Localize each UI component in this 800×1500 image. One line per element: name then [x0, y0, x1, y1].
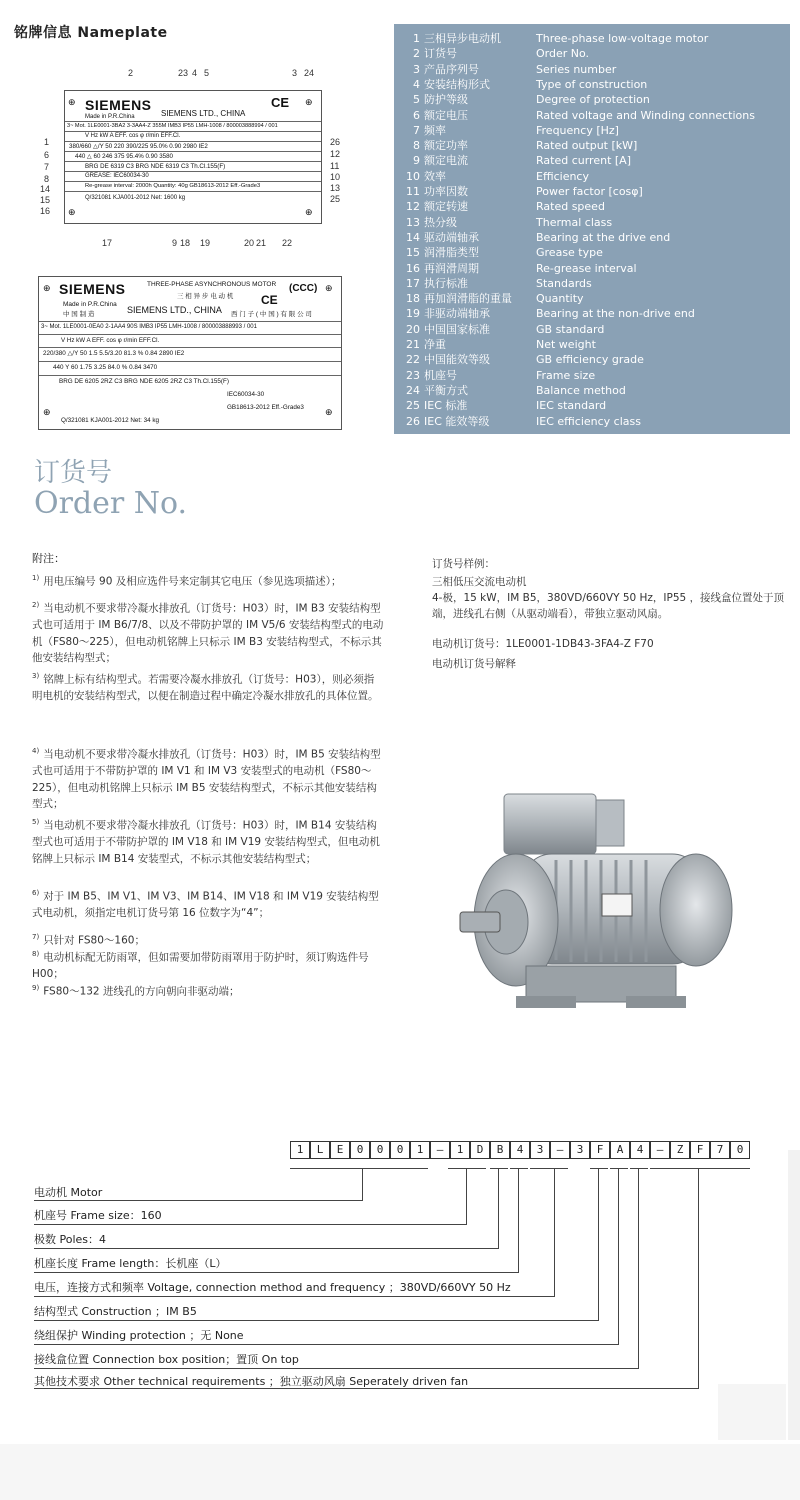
plate2-row-standard: Q/321081 KJA001-2012 Net: 34 kg	[61, 417, 160, 424]
callout-11: 11	[330, 161, 340, 171]
legend-item: 3 产品序列号 Series number	[413, 62, 617, 76]
note-item: $^{7)}$ 只针对 FS80～160；	[32, 933, 145, 947]
legend-item: 21 净重 Net weight	[406, 338, 596, 351]
plate2-row-gb: GB18613-2012 Eff.-Grade3	[227, 404, 304, 411]
nameplate-legend-panel	[394, 24, 790, 434]
plate2-row-iec: IEC60034-30	[227, 391, 265, 398]
legend-item: 7 频率 Frequency [Hz]	[413, 123, 619, 137]
code-char: 0	[390, 1141, 410, 1159]
code-underline	[610, 1168, 628, 1169]
code-char: –	[430, 1141, 450, 1159]
connector-line	[638, 1168, 639, 1369]
code-char: Z	[670, 1141, 690, 1159]
legend-item: 12 额定转速 Rated speed	[406, 200, 605, 214]
callout-12: 12	[330, 149, 341, 159]
plate2-made-in: Made in P.R.China	[63, 301, 117, 308]
connector-line	[498, 1168, 499, 1249]
edge-bar	[788, 1150, 800, 1440]
code-char: 1	[450, 1141, 470, 1159]
code-char: L	[310, 1141, 330, 1159]
code-underline	[510, 1168, 528, 1169]
sample-line1: 三相低压交流电动机	[432, 576, 527, 588]
plate1-row-regrease: Re-grease interval: 2000h Quantity: 40g GB18613-2012 Eff.-Grade3	[85, 183, 261, 189]
plate1-row-2: 440 △ 60 246 375 95.4% 0.90 3580	[75, 153, 173, 160]
plate2-row-bearing: BRG DE 6205 2RZ C3 BRG NDE 6205 2RZ C3 Th.Cl.155(F)	[59, 378, 229, 385]
code-char: –	[650, 1141, 670, 1159]
plate1-row-mot: 3~ Mot. 1LE0001-3BA2 3-3AA4-Z 355M IMB3 IP55 LMH-1008 / 800003888994 / 001	[67, 123, 278, 129]
legend-item: 15 润滑脂类型 Grease type	[406, 246, 603, 260]
sample-title: 订货号样例：	[432, 558, 495, 570]
code-char: 3	[530, 1141, 550, 1159]
legend-item: 20 中国国家标准 GB standard	[406, 322, 605, 336]
callout-25: 25	[330, 194, 341, 204]
plate2-motor-type: THREE-PHASE ASYNCHRONOUS MOTOR	[147, 281, 277, 288]
order-label-connection-box: 接线盒位置 Connection box position；置顶 On top	[34, 1353, 299, 1366]
legend-item: 13 热分级 Thermal class	[406, 215, 613, 229]
nameplate-1	[64, 90, 322, 224]
connector-line	[34, 1200, 363, 1201]
code-underline	[448, 1168, 486, 1169]
sample-explain: 电动机订货号解释	[432, 658, 516, 670]
callout-14: 14	[40, 184, 51, 194]
code-char: 0	[730, 1141, 750, 1159]
notes-title: 附注：	[32, 552, 65, 565]
callout-26: 26	[330, 137, 341, 147]
callout-7: 7	[44, 162, 50, 172]
code-char: 1	[290, 1141, 310, 1159]
callout-22: 22	[282, 238, 293, 248]
callout-20: 20	[244, 238, 255, 248]
connector-line	[466, 1168, 467, 1225]
legend-item: 8 额定功率 Rated output [kW]	[413, 139, 638, 153]
code-char: E	[330, 1141, 350, 1159]
order-label-other-requirements: 其他技术要求 Other technical requirements ；独立驱动风扇 Seperately driven fan	[34, 1375, 469, 1388]
note-item: $^{5)}$ 当电动机不要求带冷凝水排放孔（订货号：H03）时，IM B14 安装结构型式也可适用于不带防护罩的 IM V18 和 IM V19 安装结构型式，但电动机铭牌上只标示 IM B14 安装型式，不标示其他安装结构型式；	[32, 818, 380, 865]
plate1-row-standard: Q/321081 KJA001-2012 Net: 1600 kg	[85, 195, 186, 201]
legend-item: 14 驱动端轴承 Bearing at the drive end	[406, 230, 671, 244]
plate1-row-bearing: BRG DE 6319 C3 BRG NDE 6319 C3 Th.Cl.155(F)	[85, 163, 226, 170]
legend-item: 10 效率 Efficiency	[406, 169, 589, 183]
ce-mark-icon: CE	[261, 293, 278, 307]
code-char: 4	[630, 1141, 650, 1159]
plate2-company-cn: 西 门 子 ( 中 国 ) 有 限 公 司	[231, 311, 312, 318]
order-label-frame-size: 机座号 Frame size：160	[34, 1209, 162, 1222]
screw-icon: ⊕	[305, 207, 313, 217]
callout-9: 9	[172, 238, 178, 248]
code-char: A	[610, 1141, 630, 1159]
legend-item: 16 再润滑周期 Re-grease interval	[406, 261, 637, 275]
sample-order-number: 电动机订货号：1LE0001-1DB43-3FA4-Z F70	[432, 638, 654, 650]
note-item: $^{9)}$ FS80～132 进线孔的方向朝向非驱动端；	[32, 984, 240, 998]
connector-line	[598, 1168, 599, 1321]
plate1-row-grease: GREASE: IEC60034-30	[85, 173, 149, 179]
plate1-row-1: 380/660 △/Y 50 220 390/225 95.0% 0.90 2980 IE2	[69, 143, 208, 150]
code-char: D	[470, 1141, 490, 1159]
note-item: $^{4)}$ 当电动机不要求带冷凝水排放孔（订货号：H03）时，IM B5 安装结构型式也可适用于不带防护罩的 IM V1 和 IM V3 安装型式的电动机（FS80～225），但电动机铭牌上只标示 IM B5 安装结构型式，不标示其他安装结构型式；	[32, 747, 381, 810]
callout-21: 21	[256, 238, 267, 248]
plate2-brand: SIEMENS	[59, 281, 126, 297]
callout-8: 8	[44, 174, 50, 184]
code-char: 3	[570, 1141, 590, 1159]
screw-icon: ⊕	[43, 283, 51, 293]
legend-item: 23 机座号 Frame size	[406, 368, 596, 382]
order-title-cn: 订货号	[34, 458, 113, 488]
callout-6: 6	[44, 150, 50, 160]
note-item: $^{2)}$ 当电动机不要求带冷凝水排放孔（订货号：H03）时，IM B3 安装结构型式也可适用于 IM B6/7/8、以及不带防护罩的 IM V5/6 安装结构型式的电动机（FS80～225），但电动机铭牌上只标示 IM B3 安装结构型式，不标示其他安装结构型式；	[32, 601, 384, 664]
connector-line	[698, 1168, 699, 1389]
code-char: F	[690, 1141, 710, 1159]
callout-5: 5	[204, 68, 210, 78]
connector-line	[34, 1320, 599, 1321]
order-label-voltage: 电压，连接方式和频率 Voltage, connection method and frequency ；380VD/660VY 50 Hz	[34, 1281, 511, 1294]
callout-3: 3	[292, 68, 298, 78]
code-underline	[490, 1168, 508, 1169]
legend-item: 17 执行标准 Standards	[406, 276, 592, 290]
ce-mark-icon: CE	[271, 95, 290, 110]
legend-item: 26 IEC 能效等级 IEC efficiency class	[406, 414, 641, 428]
plate1-brand: SIEMENS	[85, 97, 152, 113]
legend-item: 4 安装结构形式 Type of construction	[413, 77, 648, 91]
plate2-row-2: 440 Y 60 1.75 3.25 84.0 % 0.84 3470	[53, 364, 158, 371]
callout-23: 23	[178, 68, 189, 78]
screw-icon: ⊕	[43, 407, 51, 417]
order-label-frame-length: 机座长度 Frame length：长机座（L）	[34, 1257, 227, 1270]
legend-item: 24 平衡方式 Balance method	[406, 383, 626, 397]
code-char: F	[590, 1141, 610, 1159]
callout-24: 24	[304, 68, 315, 78]
code-underline	[290, 1168, 428, 1169]
screw-icon: ⊕	[325, 283, 333, 293]
callout-10: 10	[330, 172, 341, 182]
code-char: 7	[710, 1141, 730, 1159]
code-char: –	[550, 1141, 570, 1159]
plate1-made-in: Made in P.R.China	[85, 114, 135, 120]
code-char: 0	[370, 1141, 390, 1159]
plate2-row-1: 220/380 △/Y 50 1.5 5.5/3.20 81.3 % 0.84 2890 IE2	[43, 350, 185, 357]
plate2-motor-type-cn: 三 相 异 步 电 动 机	[177, 293, 234, 300]
footer-band	[0, 1444, 800, 1500]
ccc-mark-icon: (CCC)	[289, 283, 318, 294]
connector-line	[34, 1224, 467, 1225]
screw-icon: ⊕	[325, 407, 333, 417]
motor-illustration	[456, 790, 746, 1030]
legend-item: 1 三相异步电动机 Three-phase low-voltage motor	[413, 32, 709, 45]
code-underline	[530, 1168, 568, 1169]
note-item: $^{3)}$ 铭牌上标有结构型式。若需要冷凝水排放孔（订货号：H03），则必须指明电机的安装结构型式，以便在制造过程中确定冷凝水排放孔的具体位置。	[32, 672, 379, 702]
callout-17: 17	[102, 238, 113, 248]
connector-line	[518, 1168, 519, 1273]
screw-icon: ⊕	[68, 97, 76, 107]
legend-item: 18 再加润滑脂的重量 Quantity	[406, 292, 584, 306]
plate1-row-header: V Hz kW A EFF. cos φ r/min EFF.Cl.	[85, 133, 181, 139]
code-char: 4	[510, 1141, 530, 1159]
note-item: $^{6)}$ 对于 IM B5、IM V1、IM V3、IM B14、IM V18 和 IM V19 安装结构型式电动机，须指定电机订货号第 16 位数字为“4”；	[32, 889, 379, 919]
plate2-company: SIEMENS LTD., CHINA	[127, 305, 222, 315]
callout-4: 4	[192, 68, 198, 78]
connector-line	[34, 1272, 519, 1273]
order-label-construction: 结构型式 Construction ；IM B5	[34, 1305, 197, 1318]
note-item: $^{1)}$ 用电压编号 90 及相应选件号来定制其它电压（参见选项描述）；	[32, 574, 342, 588]
legend-item: 25 IEC 标准 IEC standard	[406, 399, 607, 413]
screw-icon: ⊕	[68, 207, 76, 217]
legend-item: 6 额定电压 Rated voltage and Winding connections	[413, 108, 755, 122]
connector-line	[362, 1168, 363, 1201]
connector-line	[554, 1168, 555, 1297]
code-char: B	[490, 1141, 510, 1159]
legend-item: 9 额定电流 Rated current [A]	[413, 154, 631, 168]
legend-item: 19 非驱动端轴承 Bearing at the non-drive end	[406, 307, 695, 321]
callout-19: 19	[200, 238, 211, 248]
order-label-poles: 极数 Poles：4	[34, 1233, 107, 1246]
code-char: 1	[410, 1141, 430, 1159]
note-item: $^{8)}$ 电动机标配无防雨罩，但如需要加带防雨罩用于防护时，须订购选件号 H00；	[32, 950, 369, 980]
legend-item: 5 防护等级 Degree of protection	[413, 93, 650, 107]
callout-16: 16	[40, 206, 51, 216]
nameplate-2	[38, 276, 342, 430]
code-char: 0	[350, 1141, 370, 1159]
connector-line	[618, 1168, 619, 1345]
legend-item: 2 订货号 Order No.	[413, 47, 590, 61]
callout-2: 2	[128, 68, 134, 78]
callout-13: 13	[330, 183, 341, 193]
callout-1: 1	[44, 137, 50, 147]
edge-block	[718, 1384, 786, 1440]
code-underline	[650, 1168, 750, 1169]
legend-item: 11 功率因数 Power factor [cosφ]	[406, 185, 643, 198]
nameplate-title: 铭牌信息 Nameplate	[14, 25, 168, 41]
plate2-made-in-cn: 中 国 制 造	[63, 311, 95, 318]
connector-line	[34, 1368, 639, 1369]
connector-line	[34, 1344, 619, 1345]
screw-icon: ⊕	[305, 97, 313, 107]
callout-18: 18	[180, 238, 191, 248]
order-label-winding-protection: 绕组保护 Winding protection ；无 None	[34, 1329, 244, 1342]
plate2-row-header: V Hz kW A EFF. cos φ r/min EFF.Cl.	[61, 337, 160, 344]
connector-line	[34, 1248, 499, 1249]
callout-15: 15	[40, 195, 51, 205]
plate1-company: SIEMENS LTD., CHINA	[161, 109, 246, 118]
order-label-motor: 电动机 Motor	[34, 1186, 103, 1199]
plate2-row-mot: 3~ Mot. 1LE0001-0EA0 2-1AA4 90S IMB3 IP55 LMH-1008 / 800003888993 / 001	[41, 324, 257, 330]
legend-item: 22 中国能效等级 GB efficiency grade	[406, 353, 644, 367]
code-underline	[590, 1168, 608, 1169]
order-title-en: Order No.	[34, 486, 188, 521]
sample-line2: 4-极，15 kW，IM B5，380VD/660VY 50 Hz，IP55 ，接线盒位置处于顶端，进线孔右侧（从驱动端看），带独立驱动风扇。	[432, 592, 785, 620]
connector-line	[34, 1296, 555, 1297]
code-underline	[630, 1168, 648, 1169]
